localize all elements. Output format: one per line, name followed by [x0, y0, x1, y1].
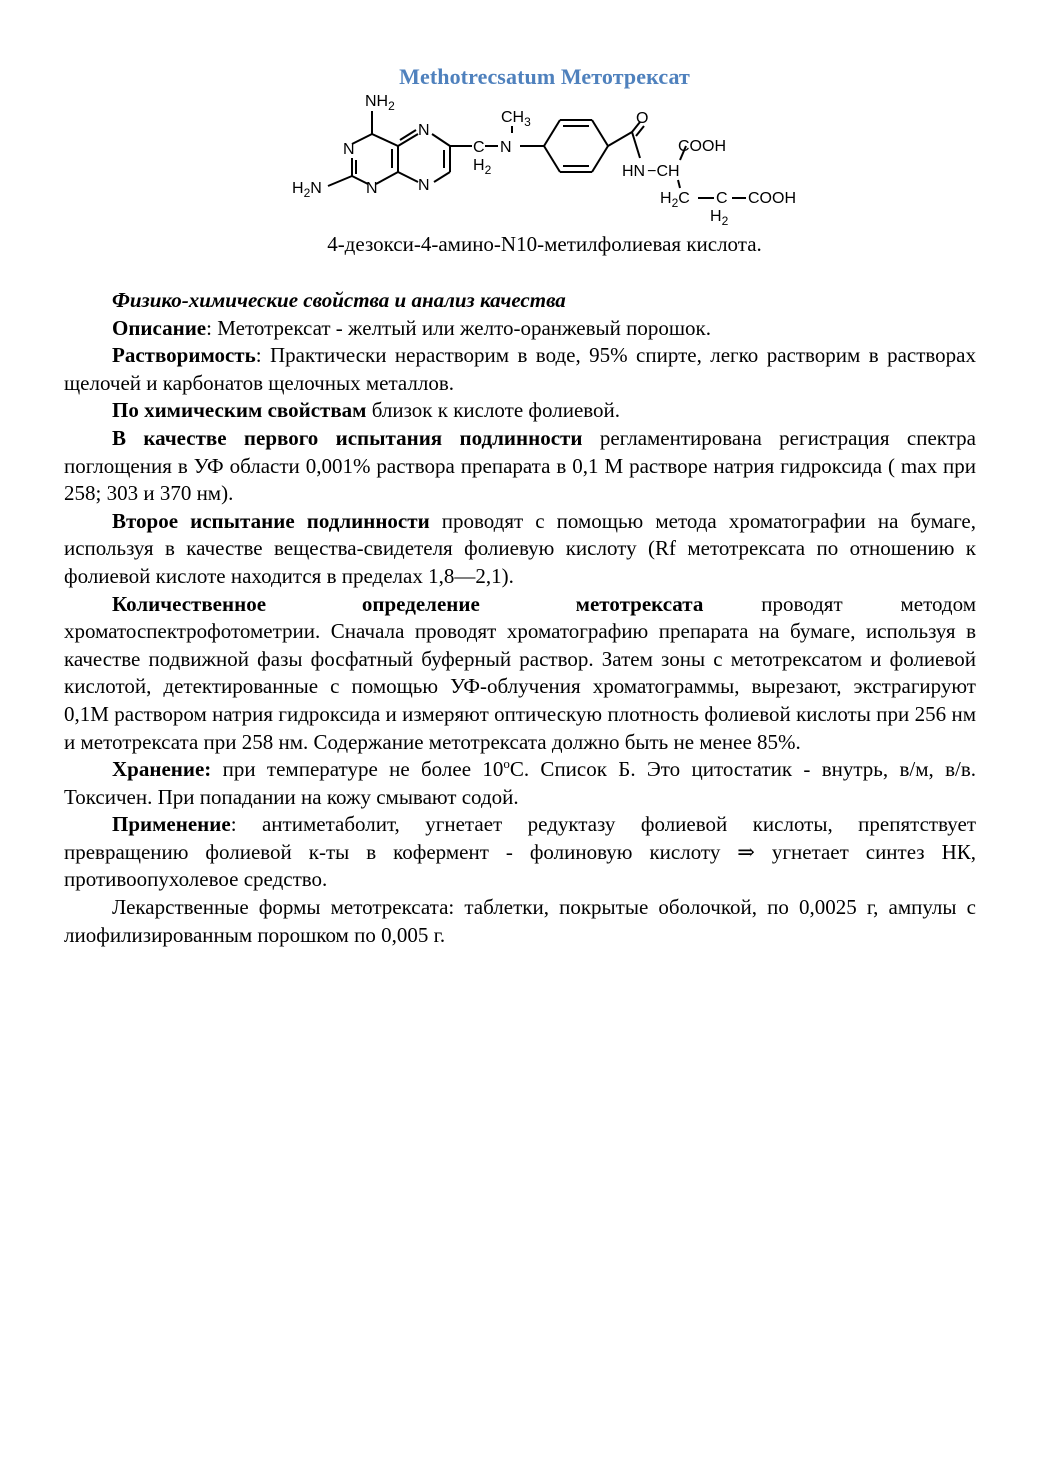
structure-labels [292, 93, 796, 228]
paragraph-quantitative-determination: Количественное определение метотрексата проводят методом хроматоспектрофотометрии. Сначала проводят хроматографию препарата на бумаге, используя в качестве подвижной фазы фосфатный буферный раствор. Затем зоны с метотрексатом и фолиевой кислотой, детектированные с помощью УФ-облучения хроматограммы, вырезают, экстрагируют 0,1М раствором натрия гидроксида и измеряют оптическую плотность фолиевой кислоты при 256 нм и метотрексата при 258 нм. Содержание метотрексата должно быть не менее 85%. [64, 591, 976, 754]
paragraph-first-identity-test: В качестве первого испытания подлинности регламентирована регистрация спектра поглощения в УФ области 0,001% раствора препарата в 0,1 М растворе натрия гидроксида ( max при 258; 303 и 370 нм). [64, 425, 976, 506]
paragraph-storage: Хранение: при температуре не более 10$^o$С. Список Б. Это цитостатик - внутрь, в/м, в/в. Токсичен. При попадании на кожу смывают содой. [64, 756, 976, 809]
ring-nitrogen-4: N [418, 177, 430, 194]
linker-h2-label: $H_2$ [473, 157, 492, 177]
methotrexate-structure-diagram [280, 88, 820, 228]
h2n-left-label: $H_2N$ [292, 180, 322, 200]
paragraph-dosage-forms: Лекарственные формы метотрексата: таблетки, покрытые оболочкой, по 0,0025 г, ампулы с лиофилизированным порошком по 0,005 г. [64, 895, 976, 947]
paragraph-chemical-properties: По химическим свойствам близок к кислоте фолиевой. [112, 398, 621, 423]
methyl-nitrogen-label: N [500, 139, 512, 156]
ring-nitrogen-1: N [343, 141, 355, 158]
hn-label: HN −CH [622, 163, 680, 180]
c-mid-label: C [716, 190, 728, 207]
h2-bottom-label: $H_2$ [710, 208, 729, 228]
linker-carbon-label: C [473, 139, 485, 156]
document-title: Methotrecsatum Метотрексат [399, 64, 690, 89]
hn-ch-bond: − [647, 163, 657, 180]
ring-nitrogen-3: N [366, 180, 378, 197]
h2c-label: $H_2C$ [660, 190, 690, 210]
cooh-1-label: COOH [678, 138, 726, 155]
ch3-label: $CH_3$ [501, 109, 531, 129]
paragraph-second-identity-test: Второе испытание подлинности проводят с помощью метода хроматографии на бумаге, используя в качестве вещества-свидетеля фолиевую кислоту (Rf метотрексата по отношению к фолиевой кислоте находится в пределах 1,8—2,1). [64, 508, 976, 588]
nh2-top-label: $NH_2$ [365, 93, 395, 113]
oxygen-label: O [636, 110, 649, 127]
document-body [64, 287, 976, 949]
paragraph-description: Описание: Метотрексат - желтый или желто-оранжевый порошок. [112, 315, 711, 340]
structure-caption: 4-дезокси-4-амино-N10-метилфолиевая кислота. [327, 232, 762, 256]
ring-nitrogen-2: N [418, 122, 430, 139]
cooh-2-label: COOH [748, 190, 796, 207]
section-title: Физико-химические свойства и анализ качества [112, 288, 566, 312]
paragraph-solubility: Растворимость: Практически нерастворим в воде, 95% спирте, легко растворим в растворах щелочей и карбонатов щелочных металлов. [64, 343, 976, 395]
paragraph-application: Применение: антиметаболит, угнетает редуктазу фолиевой кислоты, препятствует превращению фолиевой к-ты в кофермент - фолиновую кислоту ⇒ угнетает синтез НК, противоопухолевое средство. [64, 812, 976, 892]
